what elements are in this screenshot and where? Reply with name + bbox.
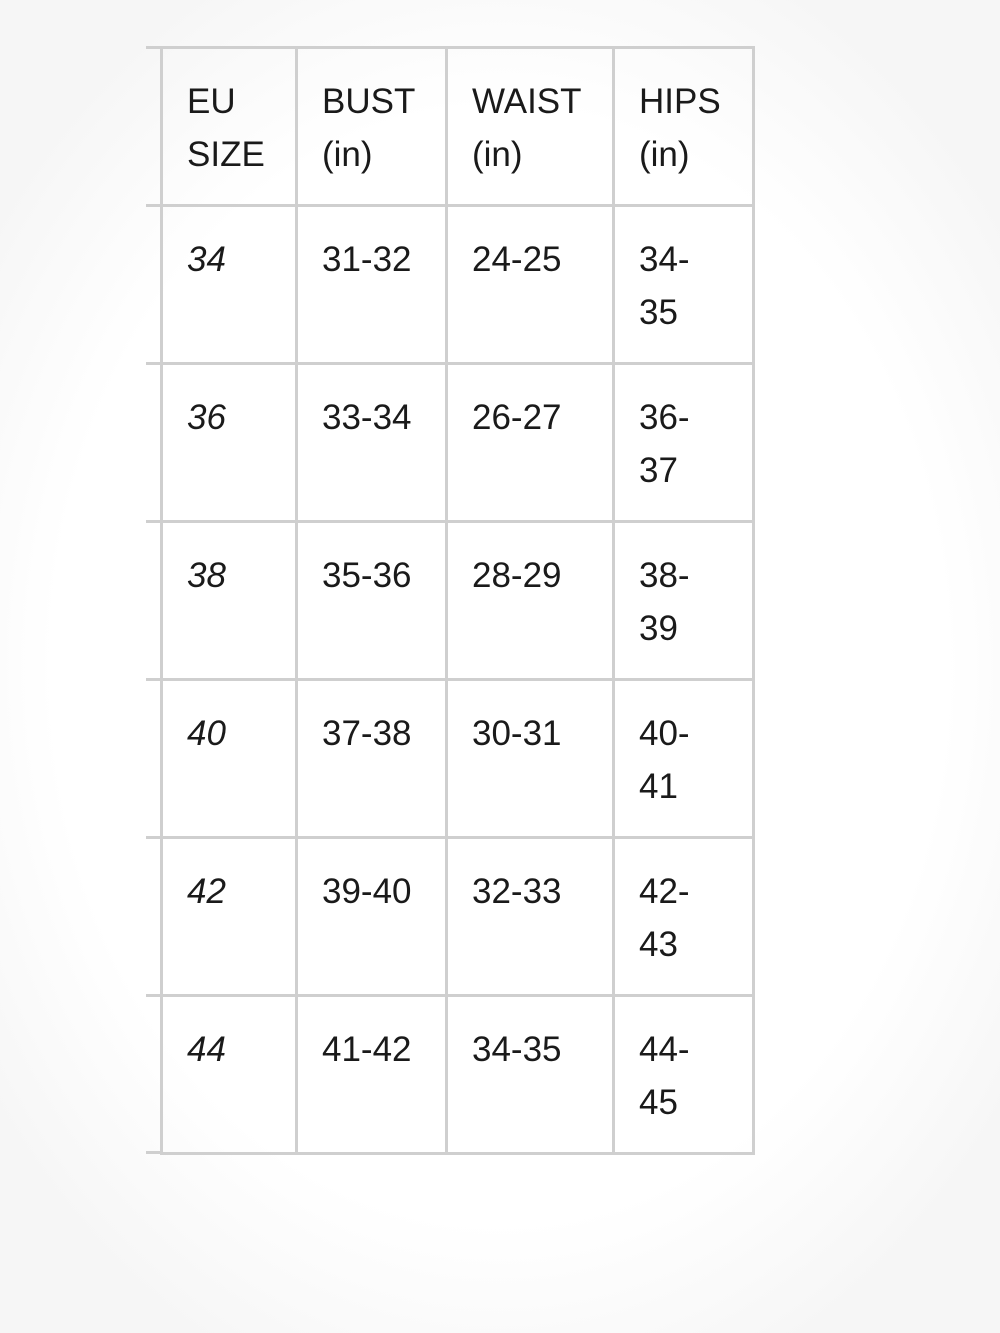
hips-cell [614, 364, 754, 522]
header-hips [614, 48, 754, 206]
waist-cell: 24-25 [447, 206, 614, 364]
table-row [162, 364, 754, 522]
cut-off-column-edge [146, 46, 160, 1154]
hips-cell [614, 206, 754, 364]
hips-text: 38- [639, 556, 690, 595]
header-waist [447, 48, 614, 206]
bust-cell: 31-32 [297, 206, 447, 364]
header-eu-size [162, 48, 297, 206]
table-row [162, 680, 754, 838]
eu-size-cell: 38 [162, 522, 297, 680]
eu-size-cell: 40 [162, 680, 297, 838]
stub-border [146, 1151, 160, 1154]
hips-cell [614, 996, 754, 1154]
waist-cell: 34-35 [447, 996, 614, 1154]
table-row [162, 522, 754, 680]
bust-cell: 41-42 [297, 996, 447, 1154]
header-text: (in) [322, 135, 373, 174]
bust-cell: 37-38 [297, 680, 447, 838]
header-bust [297, 48, 447, 206]
stub-border [146, 362, 160, 365]
eu-size-cell: 36 [162, 364, 297, 522]
hips-text: 44- [639, 1030, 690, 1069]
bust-cell: 35-36 [297, 522, 447, 680]
eu-size-cell: 42 [162, 838, 297, 996]
hips-text: 37 [639, 451, 678, 490]
waist-cell: 32-33 [447, 838, 614, 996]
table-row [162, 996, 754, 1154]
stub-border [146, 204, 160, 207]
waist-cell: 28-29 [447, 522, 614, 680]
table-row [162, 206, 754, 364]
stub-border [146, 994, 160, 997]
header-text: (in) [639, 135, 690, 174]
waist-cell: 30-31 [447, 680, 614, 838]
bust-cell: 33-34 [297, 364, 447, 522]
header-text: (in) [472, 135, 523, 174]
waist-cell: 26-27 [447, 364, 614, 522]
stub-border [146, 678, 160, 681]
hips-text: 39 [639, 609, 678, 648]
header-row [162, 48, 754, 206]
eu-size-cell: 44 [162, 996, 297, 1154]
header-text: BUST [322, 82, 416, 121]
hips-text: 34- [639, 240, 690, 279]
bust-cell: 39-40 [297, 838, 447, 996]
header-text: WAIST [472, 82, 582, 121]
table-row [162, 838, 754, 996]
stub-border [146, 520, 160, 523]
hips-text: 41 [639, 767, 678, 806]
header-text: EU [187, 82, 236, 121]
hips-text: 45 [639, 1083, 678, 1122]
hips-text: 42- [639, 872, 690, 911]
hips-text: 40- [639, 714, 690, 753]
header-text: SIZE [187, 135, 265, 174]
stub-border [146, 46, 160, 49]
size-chart [146, 46, 752, 1154]
eu-size-cell: 34 [162, 206, 297, 364]
hips-cell [614, 680, 754, 838]
hips-text: 35 [639, 293, 678, 332]
stub-border [146, 836, 160, 839]
hips-text: 43 [639, 925, 678, 964]
hips-text: 36- [639, 398, 690, 437]
hips-cell [614, 838, 754, 996]
header-text: HIPS [639, 82, 721, 121]
hips-cell [614, 522, 754, 680]
size-table [160, 46, 755, 1155]
